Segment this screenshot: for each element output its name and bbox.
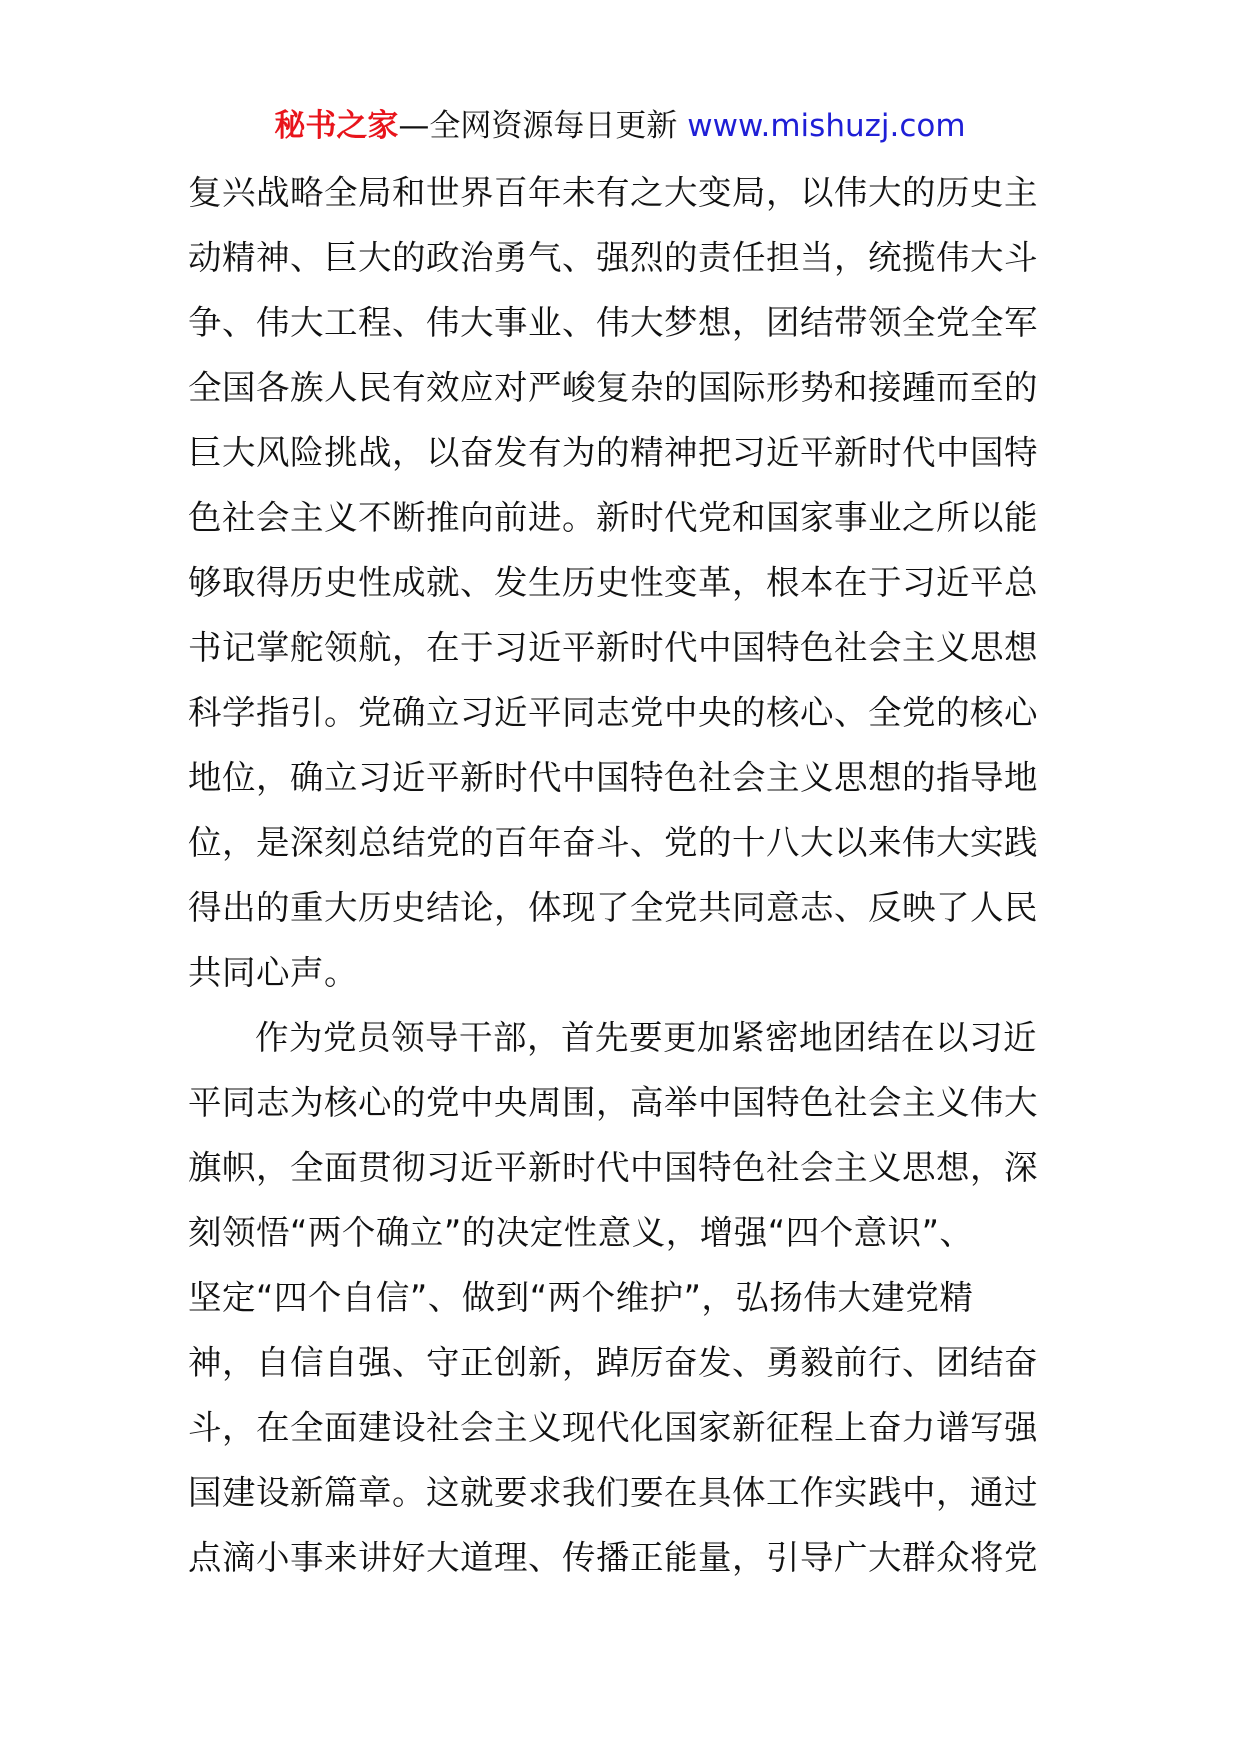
text-line: 坚定“四个自信”、做到“两个维护”，弘扬伟大建党精 — [188, 1278, 974, 1317]
text-line: 复兴战略全局和世界百年未有之大变局，以伟大的历史主 — [188, 173, 1038, 212]
text-line: 争、伟大工程、伟大事业、伟大梦想，团结带领全党全军 — [188, 303, 1038, 342]
text-line: 神，自信自强、守正创新，踔厉奋发、勇毅前行、团结奋 — [188, 1343, 1038, 1382]
paragraph-1 — [188, 160, 1068, 1005]
page-header — [0, 104, 1240, 148]
text-line: 点滴小事来讲好大道理、传播正能量，引导广大群众将党 — [188, 1538, 1038, 1577]
text-line: 平同志为核心的党中央周围，高举中国特色社会主义伟大 — [188, 1083, 1038, 1122]
text-line: 刻领悟“两个确立”的决定性意义，增强“四个意识”、 — [188, 1213, 974, 1252]
text-line: 地位，确立习近平新时代中国特色社会主义思想的指导地 — [188, 758, 1038, 797]
text-line: 共同心声。 — [188, 953, 358, 992]
text-line: 够取得历史性成就、发生历史性变革，根本在于习近平总 — [188, 563, 1038, 602]
text-line: 国建设新篇章。这就要求我们要在具体工作实践中，通过 — [188, 1473, 1038, 1512]
document-body — [188, 160, 1068, 1590]
text-line: 全国各族人民有效应对严峻复杂的国际形势和接踵而至的 — [188, 368, 1038, 407]
text-line: 科学指引。党确立习近平同志党中央的核心、全党的核心 — [188, 693, 1038, 732]
text-line: 色社会主义不断推向前进。新时代党和国家事业之所以能 — [188, 498, 1038, 537]
brand-name: 秘书之家 — [274, 108, 399, 144]
header-tagline: —全网资源每日更新 — [398, 108, 678, 144]
text-line: 动精神、巨大的政治勇气、强烈的责任担当，统揽伟大斗 — [188, 238, 1038, 277]
text-line: 作为党员领导干部，首先要更加紧密地团结在以习近 — [255, 1018, 1037, 1057]
website-link[interactable]: www.mishuzj.com — [687, 108, 966, 144]
text-line: 书记掌舵领航，在于习近平新时代中国特色社会主义思想 — [188, 628, 1038, 667]
text-line: 得出的重大历史结论，体现了全党共同意志、反映了人民 — [188, 888, 1038, 927]
text-line: 旗帜，全面贯彻习近平新时代中国特色社会主义思想，深 — [188, 1148, 1038, 1187]
text-line: 斗，在全面建设社会主义现代化国家新征程上奋力谱写强 — [188, 1408, 1038, 1447]
paragraph-2 — [188, 1005, 1068, 1590]
text-line: 位，是深刻总结党的百年奋斗、党的十八大以来伟大实践 — [188, 823, 1038, 862]
text-line: 巨大风险挑战，以奋发有为的精神把习近平新时代中国特 — [188, 433, 1038, 472]
